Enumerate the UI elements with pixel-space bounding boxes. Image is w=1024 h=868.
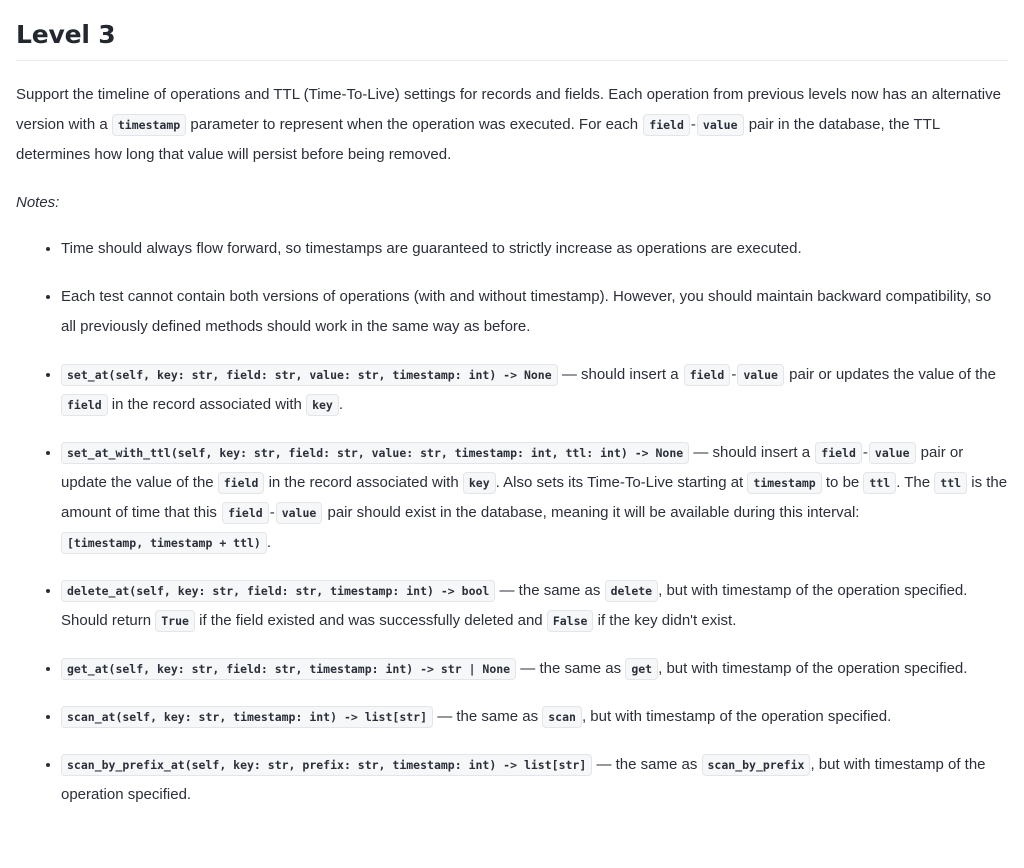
page-title: Level 3 [16, 20, 116, 49]
code-timestamp: timestamp [747, 472, 821, 494]
intro-paragraph [16, 80, 1008, 170]
item-text: , but with timestamp of the operation specified. [658, 660, 968, 677]
hyphen: - [731, 366, 737, 383]
code-field: field [61, 394, 108, 416]
code-get: get [625, 658, 658, 680]
code-field: field [218, 472, 265, 494]
item-text: is the amount of time that this [61, 474, 1008, 521]
code-field: field [222, 502, 269, 524]
notes-label: Notes: [16, 194, 60, 211]
code-value: value [737, 364, 784, 386]
code-scan: scan [542, 706, 582, 728]
list-item [61, 438, 1008, 558]
title-divider [16, 60, 1008, 61]
code-timestamp: timestamp [112, 114, 186, 136]
code-field: field [815, 442, 862, 464]
code-scan-by-prefix: scan_by_prefix [702, 754, 811, 776]
item-text: pair or updates the value of the [784, 366, 996, 383]
item-text: Each test cannot contain both versions of operations (with and without timestamp). However, you should maintain backward compatibility, so all previously defined methods should work in the same way as before. [61, 288, 992, 335]
item-text: — should insert a [557, 366, 683, 383]
list-item [61, 282, 1008, 342]
item-text: pair should exist in the database, meaning it will be available during this interval: [323, 504, 860, 521]
item-text: if the key didn't exist. [593, 612, 737, 629]
item-text: . Also sets its Time-To-Live starting at [495, 474, 748, 491]
item-text: — the same as [495, 582, 605, 599]
item-text: pair or update the value of the [61, 444, 964, 491]
item-text: to be [821, 474, 864, 491]
code-false: False [547, 610, 594, 632]
list-item [61, 360, 1008, 420]
code-ttl: ttl [863, 472, 896, 494]
item-text: Time should always flow forward, so timestamps are guaranteed to strictly increase as operations are executed. [61, 240, 802, 257]
code-key: key [306, 394, 339, 416]
item-text: — the same as [433, 708, 543, 725]
item-text: , but with timestamp of the operation specified. Should return [61, 582, 968, 629]
code-value: value [869, 442, 916, 464]
intro-text: pair in the database, the TTL determines how long that value will persist before being removed. [16, 116, 940, 163]
item-text: . The [896, 474, 935, 491]
method-signature: get_at(self, key: str, field: str, timestamp: int) -> str | None [61, 658, 516, 680]
item-text: . [338, 396, 344, 413]
method-signature: scan_at(self, key: str, timestamp: int) -> list[str] [61, 706, 433, 728]
item-text: — should insert a [689, 444, 815, 461]
code-true: True [155, 610, 195, 632]
item-text: , but with timestamp of the operation specified. [61, 756, 986, 803]
item-text: , but with timestamp of the operation specified. [581, 708, 892, 725]
notes-list [16, 234, 1008, 810]
list-item [61, 654, 1008, 684]
code-field: field [684, 364, 731, 386]
hyphen: - [862, 444, 868, 461]
hyphen: - [690, 116, 696, 133]
list-item [61, 702, 1008, 732]
code-key: key [463, 472, 496, 494]
list-item [61, 234, 1008, 264]
method-signature: set_at(self, key: str, field: str, value: str, timestamp: int) -> None [61, 364, 558, 386]
intro-text: parameter to represent when the operation was executed. For each [186, 116, 643, 133]
item-text: . [266, 534, 272, 551]
item-text: — the same as [516, 660, 626, 677]
intro-text: Support the timeline of operations and TTL (Time-To-Live) settings for records and fields. Each operation from previous levels now has an alternative version with a [16, 86, 1001, 133]
code-value: value [697, 114, 744, 136]
method-signature: set_at_with_ttl(self, key: str, field: str, value: str, timestamp: int, ttl: int) -> None [61, 442, 689, 464]
code-interval: [timestamp, timestamp + ttl) [61, 532, 267, 554]
code-value: value [276, 502, 323, 524]
item-text: if the field existed and was successfully deleted and [194, 612, 547, 629]
item-text: in the record associated with [264, 474, 463, 491]
item-text: — the same as [592, 756, 702, 773]
code-ttl: ttl [934, 472, 967, 494]
method-signature: scan_by_prefix_at(self, key: str, prefix: str, timestamp: int) -> list[str] [61, 754, 592, 776]
list-item [61, 576, 1008, 636]
item-text: in the record associated with [107, 396, 307, 413]
list-item [61, 750, 1008, 810]
code-delete: delete [605, 580, 659, 602]
code-field: field [643, 114, 690, 136]
hyphen: - [269, 504, 275, 521]
method-signature: delete_at(self, key: str, field: str, timestamp: int) -> bool [61, 580, 495, 602]
